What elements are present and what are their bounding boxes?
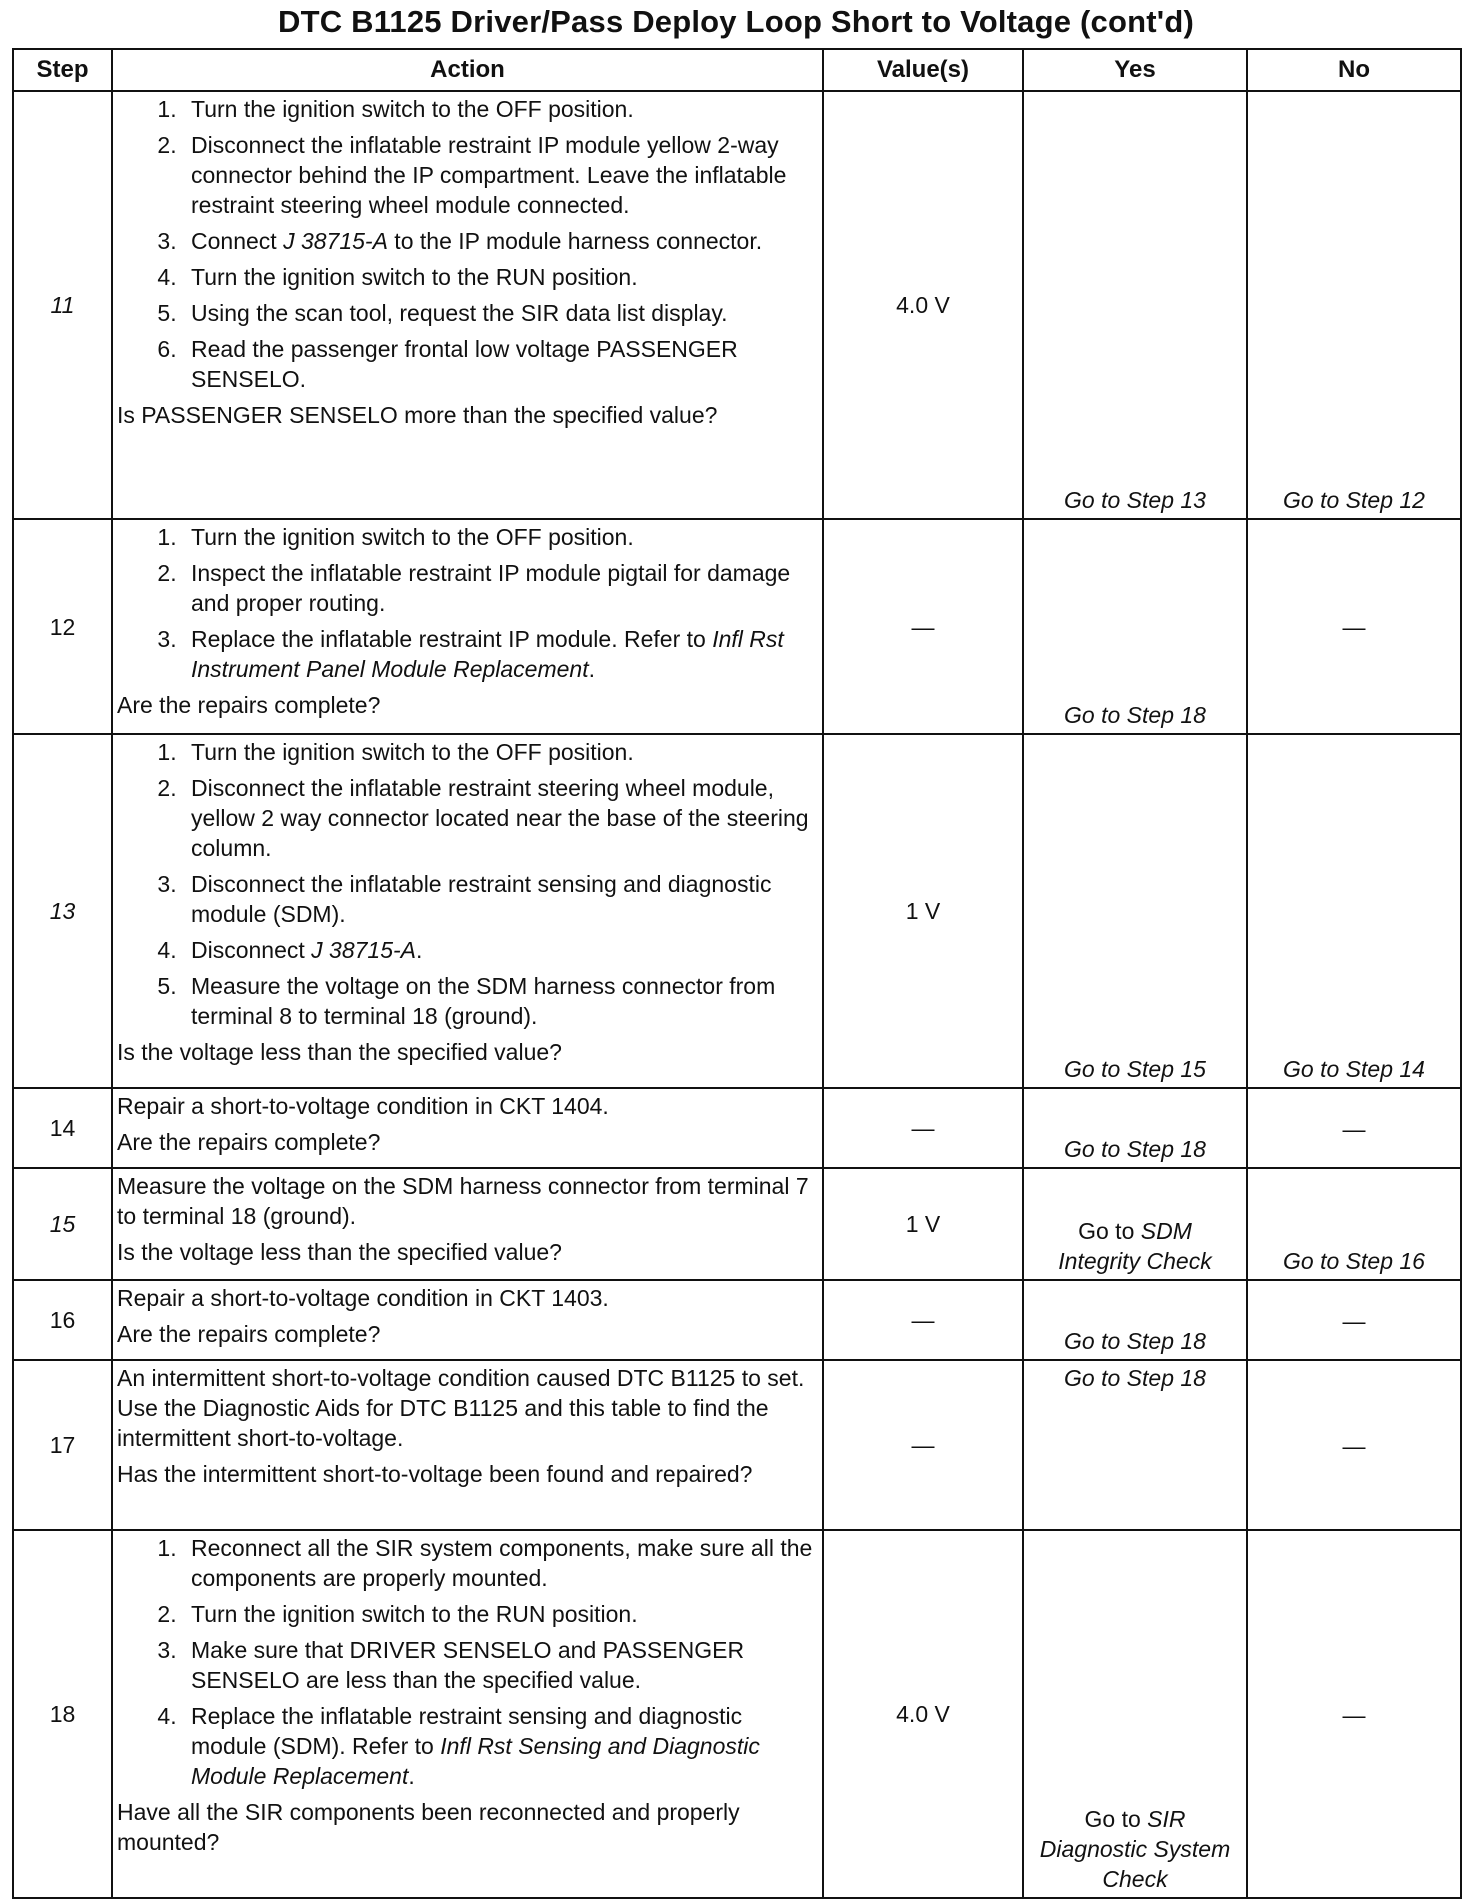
- action-step: [183, 624, 818, 684]
- step-number: 16: [13, 1280, 112, 1360]
- action-text: .: [408, 1763, 415, 1789]
- action-steps: [117, 737, 818, 1031]
- action-cell: [112, 1088, 823, 1168]
- action-step: 2. Disconnect the inflatable restraint steering wheel module, yellow 2 way connector located near the base of the steering column.: [183, 773, 818, 863]
- action-step: 2. Turn the ignition switch to the RUN position.: [183, 1599, 818, 1629]
- yes-link-text: Go to: [1078, 1218, 1141, 1244]
- action-step: 4. Turn the ignition switch to the RUN position.: [183, 262, 818, 292]
- no-link: —: [1247, 1530, 1461, 1898]
- procedure-reference[interactable]: Infl Rst Sensing and Diagnostic Module Replacement: [191, 1733, 760, 1789]
- step-question: Have all the SIR components been reconnected and properly mounted?: [117, 1799, 740, 1855]
- action-text: Repair a short-to-voltage condition in CKT 1404.: [117, 1093, 609, 1119]
- step-number: 18: [13, 1530, 112, 1898]
- table-row-step-18: [13, 1530, 1461, 1898]
- spec-value: —: [823, 1280, 1023, 1360]
- table-header-row: [13, 49, 1461, 91]
- action-text: Connect: [191, 228, 284, 254]
- action-step: 1. Reconnect all the SIR system components, make sure all the components are properly mounted.: [183, 1533, 818, 1593]
- table-row-step-11: [13, 91, 1461, 519]
- spec-value: 4.0 V: [823, 1530, 1023, 1898]
- action-step: 6. Read the passenger frontal low voltage PASSENGER SENSELO.: [183, 334, 818, 394]
- page-title: DTC B1125 Driver/Pass Deploy Loop Short to Voltage (cont'd): [277, 4, 1195, 39]
- header-no: No: [1247, 49, 1461, 91]
- spec-value: 1 V: [823, 1168, 1023, 1280]
- step-number: 14: [13, 1088, 112, 1168]
- yes-link[interactable]: Go to Step 18: [1023, 1360, 1247, 1530]
- action-cell: [112, 1280, 823, 1360]
- no-link[interactable]: Go to Step 14: [1247, 734, 1461, 1088]
- table-row-step-17: [13, 1360, 1461, 1530]
- action-text: Measure the voltage on the SDM harness connector from terminal 7 to terminal 18 (ground).: [117, 1173, 809, 1229]
- action-step: [183, 935, 818, 965]
- action-text: Replace the inflatable restraint sensing and diagnostic module (SDM). Refer to: [191, 1703, 743, 1759]
- yes-link-target[interactable]: SDM: [1140, 1218, 1192, 1244]
- action-cell: [112, 1530, 823, 1898]
- yes-link[interactable]: Go to Step 13: [1023, 91, 1247, 519]
- action-step: 3. Disconnect the inflatable restraint sensing and diagnostic module (SDM).: [183, 869, 818, 929]
- step-number: 13: [13, 734, 112, 1088]
- header-action: Action: [112, 49, 823, 91]
- action-step: 5. Using the scan tool, request the SIR data list display.: [183, 298, 818, 328]
- no-link[interactable]: Go to Step 12: [1247, 91, 1461, 519]
- step-question: Is the voltage less than the specified value?: [117, 1239, 562, 1265]
- action-text: to the IP module harness connector.: [387, 228, 763, 254]
- action-text: Replace the inflatable restraint IP module. Refer to: [191, 626, 713, 652]
- table-row-step-16: [13, 1280, 1461, 1360]
- no-link: —: [1247, 1360, 1461, 1530]
- diagnostic-table: [12, 48, 1462, 1899]
- tool-reference: J 38715-A: [311, 937, 417, 963]
- action-step: [183, 1701, 818, 1791]
- action-cell: [112, 519, 823, 734]
- step-number: 12: [13, 519, 112, 734]
- no-link: —: [1247, 1280, 1461, 1360]
- step-number: 11: [13, 91, 112, 519]
- yes-link[interactable]: Go to Step 18: [1023, 1280, 1247, 1360]
- no-link[interactable]: Go to Step 16: [1247, 1168, 1461, 1280]
- yes-link[interactable]: Go to Step 18: [1023, 1088, 1247, 1168]
- step-question: Is PASSENGER SENSELO more than the specified value?: [117, 402, 718, 428]
- table-row-step-14: [13, 1088, 1461, 1168]
- yes-link[interactable]: [1023, 1530, 1247, 1898]
- table-row-step-12: [13, 519, 1461, 734]
- spec-value: —: [823, 519, 1023, 734]
- action-text: Repair a short-to-voltage condition in CKT 1403.: [117, 1285, 609, 1311]
- spec-value: 1 V: [823, 734, 1023, 1088]
- header-values: Value(s): [823, 49, 1023, 91]
- action-text: Disconnect: [191, 937, 312, 963]
- yes-link-target[interactable]: Diagnostic System Check: [1039, 1836, 1231, 1892]
- action-text: .: [416, 937, 423, 963]
- action-steps: [117, 522, 818, 684]
- action-step: 1. Turn the ignition switch to the OFF position.: [183, 737, 818, 767]
- step-question: Are the repairs complete?: [117, 1129, 381, 1155]
- no-link: —: [1247, 1088, 1461, 1168]
- action-step: 1. Turn the ignition switch to the OFF position.: [183, 522, 818, 552]
- step-question: Has the intermittent short-to-voltage been found and repaired?: [117, 1461, 753, 1487]
- yes-link-target[interactable]: SIR: [1147, 1806, 1186, 1832]
- yes-link-text: Go to: [1084, 1806, 1148, 1832]
- yes-link[interactable]: Go to Step 15: [1023, 734, 1247, 1088]
- spec-value: 4.0 V: [823, 91, 1023, 519]
- step-number: 17: [13, 1360, 112, 1530]
- spec-value: —: [823, 1360, 1023, 1530]
- table-row-step-13: [13, 734, 1461, 1088]
- step-question: Are the repairs complete?: [117, 692, 381, 718]
- action-cell: [112, 734, 823, 1088]
- table-row-step-15: [13, 1168, 1461, 1280]
- action-cell: [112, 91, 823, 519]
- action-cell: [112, 1360, 823, 1530]
- action-step: 2. Inspect the inflatable restraint IP module pigtail for damage and proper routing.: [183, 558, 818, 618]
- yes-link-target[interactable]: Integrity Check: [1058, 1248, 1212, 1274]
- action-step: 2. Disconnect the inflatable restraint IP module yellow 2-way connector behind the IP compartment. Leave the inflatable restraint steering wheel module connected.: [183, 130, 818, 220]
- action-steps: [117, 94, 818, 394]
- step-number: 15: [13, 1168, 112, 1280]
- action-cell: [112, 1168, 823, 1280]
- header-step: Step: [13, 49, 112, 91]
- action-step: 3. Make sure that DRIVER SENSELO and PASSENGER SENSELO are less than the specified value.: [183, 1635, 818, 1695]
- action-steps: [117, 1533, 818, 1791]
- action-step: 5. Measure the voltage on the SDM harness connector from terminal 8 to terminal 18 (ground).: [183, 971, 818, 1031]
- action-text: .: [588, 656, 595, 682]
- spec-value: —: [823, 1088, 1023, 1168]
- action-text: An intermittent short-to-voltage condition caused DTC B1125 to set. Use the Diagnostic Aids for DTC B1125 and this table to find the intermittent short-to-voltage.: [117, 1365, 805, 1451]
- tool-reference: J 38715-A: [283, 228, 388, 254]
- action-step: 1. Turn the ignition switch to the OFF position.: [183, 94, 818, 124]
- yes-link[interactable]: [1023, 1168, 1247, 1280]
- yes-link[interactable]: Go to Step 18: [1023, 519, 1247, 734]
- no-link: —: [1247, 519, 1461, 734]
- header-yes: Yes: [1023, 49, 1247, 91]
- step-question: Are the repairs complete?: [117, 1321, 381, 1347]
- action-step: [183, 226, 818, 256]
- step-question: Is the voltage less than the specified value?: [117, 1039, 562, 1065]
- procedure-reference[interactable]: Infl Rst Instrument Panel Module Replacement: [191, 626, 784, 682]
